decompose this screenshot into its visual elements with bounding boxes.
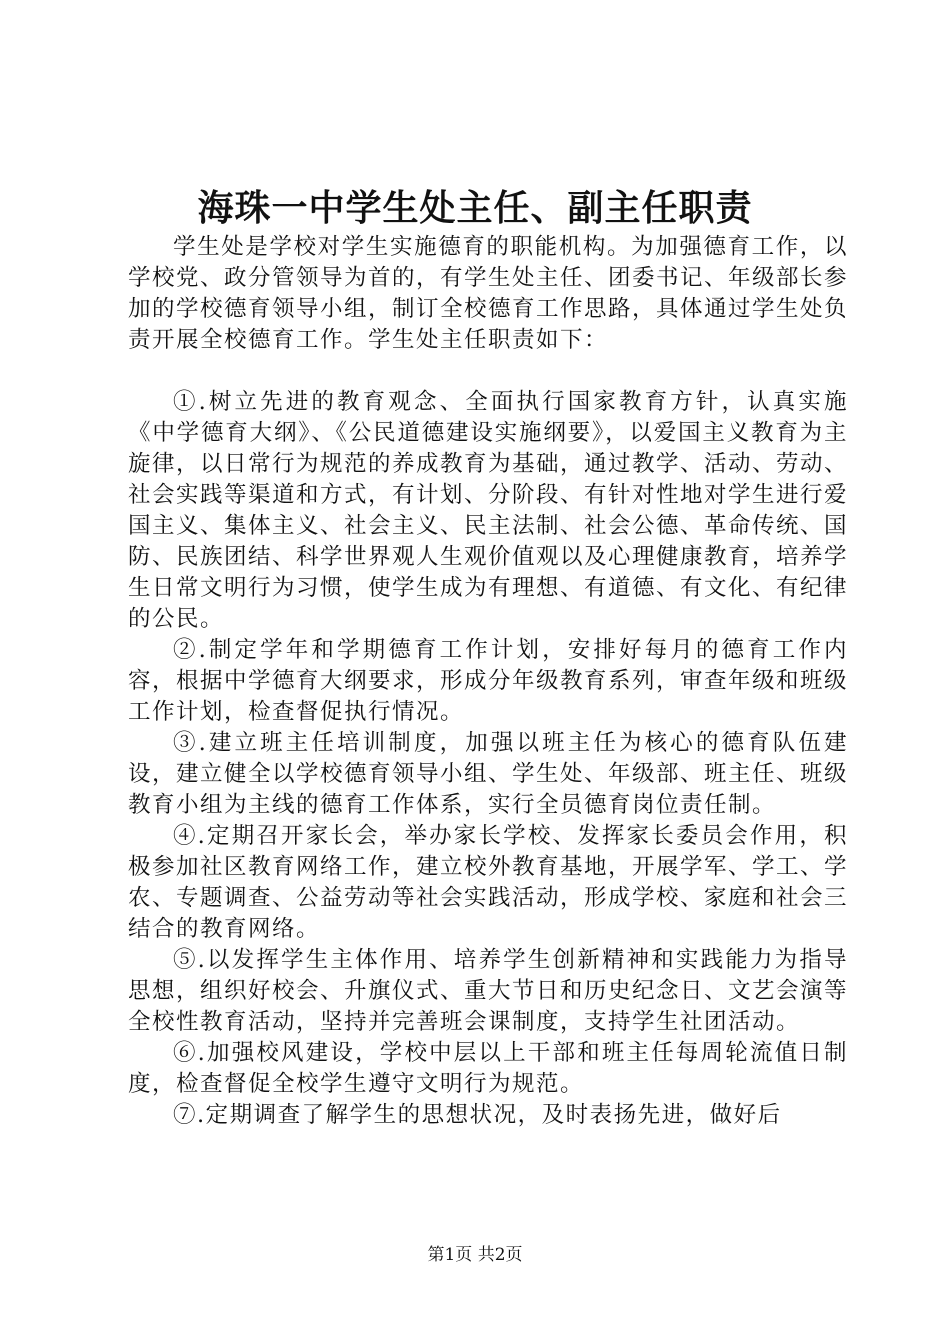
duty-item-2: ②.制定学年和学期德育工作计划，安排好每月的德育工作内容，根据中学德育大纲要求，形成分年级教育系列，审查年级和班级工作计划，检查督促执行情况。 [128,637,849,725]
duty-item-6: ⑥.加强校风建设，学校中层以上干部和班主任每周轮流值日制度，检查督促全校学生遵守文明行为规范。 [128,1040,848,1097]
document-body [128,232,848,1131]
duty-item-1: ①.树立先进的教育观念、全面执行国家教育方针，认真实施《中学德育大纲》、《公民道德建设实施纲要》，以爱国主义教育为主旋律，以日常行为规范的养成教育为基础，通过教学、活动、劳动、社会实践等渠道和方式，有计划、分阶段、有针对性地对学生进行爱国主义、集体主义、社会主义、民主法制、社会公德、革命传统、国防、民族团结、科学世界观人生观价值观以及心理健康教育，培养学生日常文明行为习惯，使学生成为有理想、有道德、有文化、有纪律的公民。 [128,389,849,632]
duty-item-7: ⑦.定期调查了解学生的思想状况，及时表扬先进，做好后 [173,1102,782,1128]
page-footer: 第1页 共2页 [427,1245,523,1265]
paragraph-spacer [128,356,848,387]
duty-item-3: ③.建立班主任培训制度，加强以班主任为核心的德育队伍建设，建立健全以学校德育领导小组、学生处、年级部、班主任、班级教育小组为主线的德育工作体系，实行全员德育岗位责任制。 [128,730,849,818]
duty-item-5: ⑤.以发挥学生主体作用、培养学生创新精神和实践能力为指导思想，组织好校会、升旗仪式、重大节日和历史纪念日、文艺会演等全校性教育活动，坚持并完善班会课制度，支持学生社团活动。 [128,947,849,1035]
intro-paragraph: 学生处是学校对学生实施德育的职能机构。为加强德育工作，以学校党、政分管领导为首的，有学生处主任、团委书记、年级部长参加的学校德育领导小组，制订全校德育工作思路，具体通过学生处负责开展全校德育工作。学生处主任职责如下： [128,234,849,353]
duty-item-4: ④.定期召开家长会，举办家长学校、发挥家长委员会作用，积极参加社区教育网络工作，建立校外教育基地，开展学军、学工、学农、专题调查、公益劳动等社会实践活动，形成学校、家庭和社会三结合的教育网络。 [128,823,849,942]
document-title: 海珠一中学生处主任、副主任职责 [197,187,753,229]
